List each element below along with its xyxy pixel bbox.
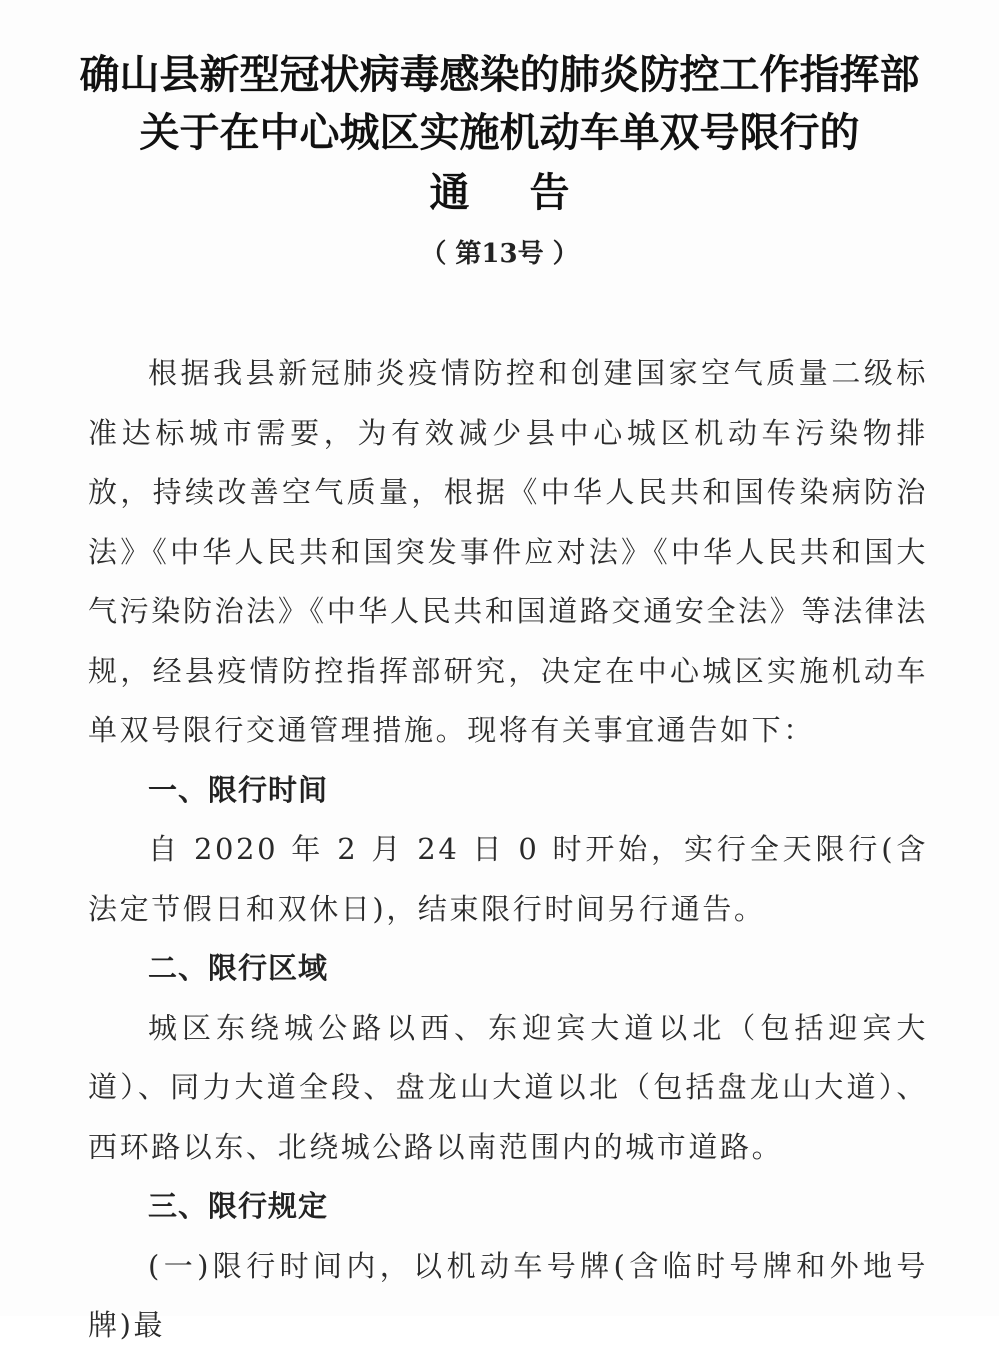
document-body <box>88 344 928 1356</box>
paragraph-intro: 根据我县新冠肺炎疫情防控和创建国家空气质量二级标准达标城市需要，为有效减少县中心城区机动车污染物排放，持续改善空气质量，根据《中华人民共和国传染病防治法》《中华人民共和国突发事件应对法》《中华人民共和国大气污染防治法》《中华人民共和国道路交通安全法》等法律法规，经县疫情防控指挥部研究，决定在中心城区实施机动车单双号限行交通管理措施。现将有关事宜通告如下： <box>88 356 928 747</box>
section-heading-time: 一、限行时间 <box>148 772 329 807</box>
document-title-line-3: 通告 <box>429 169 630 216</box>
paragraph-rules: (一)限行时间内，以机动车号牌(含临时号牌和外地号牌)最 <box>88 1248 928 1342</box>
document-title-line-2: 关于在中心城区实施机动车单双号限行的 <box>139 109 860 156</box>
section-heading-rules: 三、限行规定 <box>148 1189 329 1223</box>
document-number: （ 第13号 ） <box>420 239 579 269</box>
section-heading-area: 二、限行区域 <box>148 951 329 985</box>
paragraph-time: 自 2020 年 2 月 24 日 0 时开始，实行全天限行(含法定节假日和双休日)，结束限行时间另行通告。 <box>88 832 928 926</box>
paragraph-area: 城区东绕城公路以西、东迎宾大道以北（包括迎宾大道）、同力大道全段、盘龙山大道以北（包括盘龙山大道）、西环路以东、北绕城公路以南范围内的城市道路。 <box>88 1010 928 1164</box>
document-title-line-1: 确山县新型冠状病毒感染的肺炎防控工作指挥部 <box>79 51 920 98</box>
